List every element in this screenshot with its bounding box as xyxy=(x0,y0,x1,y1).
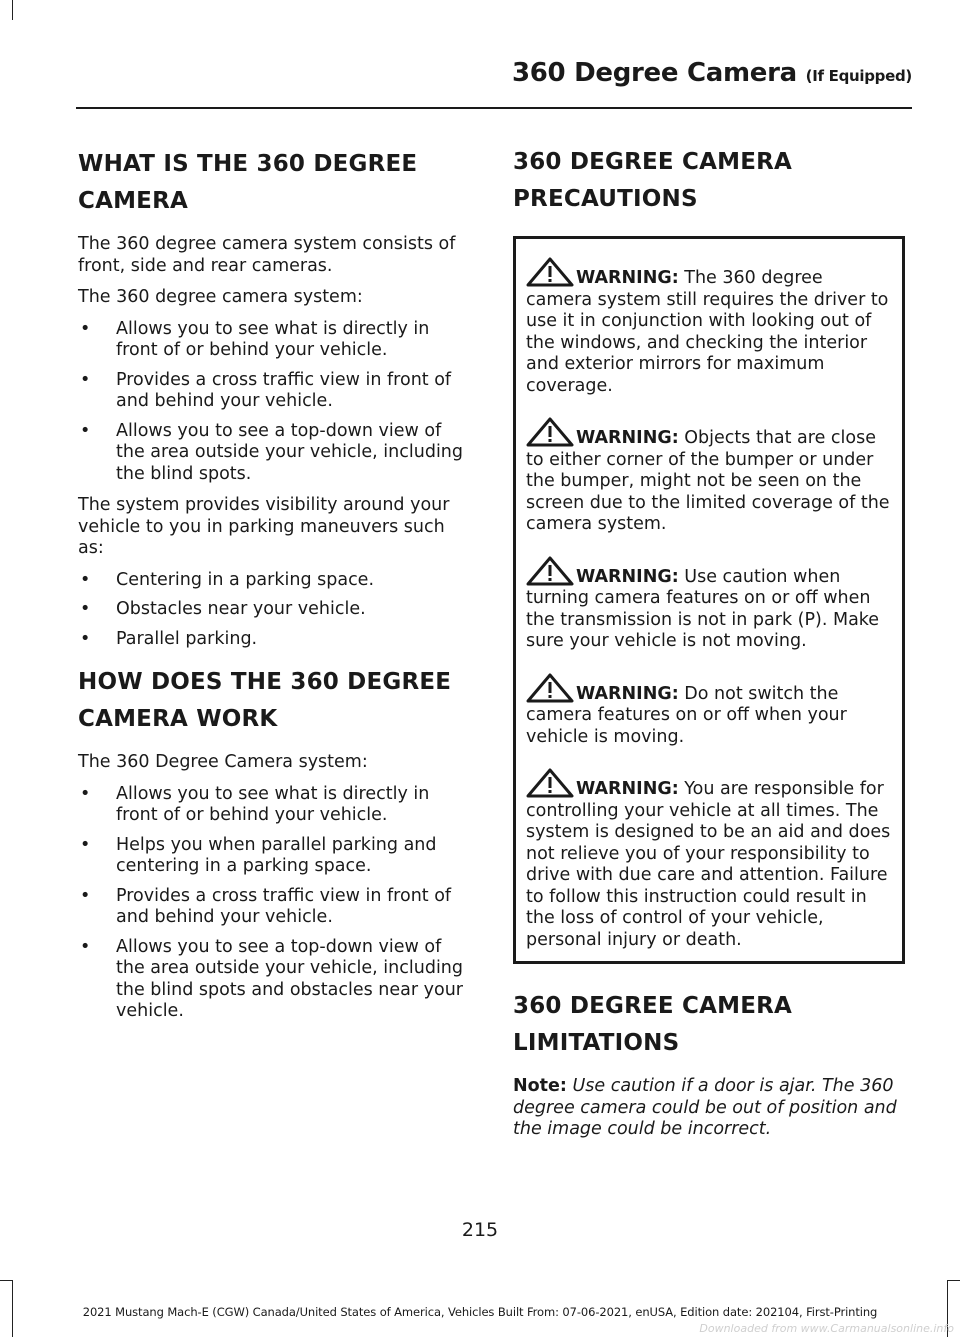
warning-triangle-icon xyxy=(526,768,574,798)
page-header-title xyxy=(512,58,912,88)
warning-label: WARNING: xyxy=(576,683,679,704)
intro-paragraph: The 360 degree camera system consists of front, side and rear cameras. xyxy=(78,234,456,276)
crop-mark-bottom-left-h xyxy=(0,1280,12,1281)
bullet: • xyxy=(80,628,91,649)
bullet: • xyxy=(80,420,91,441)
list-item: • Helps you when parallel parking and centering in a parking space. xyxy=(80,834,437,876)
how-list xyxy=(78,784,474,1023)
section-heading-precautions: 360 DEGREE CAMERA PRECAUTIONS xyxy=(513,149,793,212)
list-item: • Obstacles near your vehicle. xyxy=(80,599,366,619)
list-item: • Allows you to see what is directly in front of or behind your vehicle. xyxy=(80,318,430,360)
note-label: Note: xyxy=(513,1076,567,1096)
list-intro: The 360 degree camera system: xyxy=(78,287,363,307)
list-item: • Allows you to see a top-down view of the area outside your vehicle, including the blind spots. xyxy=(80,420,464,484)
list-item: • Parallel parking. xyxy=(80,628,258,649)
crop-mark-bottom-right-h xyxy=(948,1280,960,1281)
bullet: • xyxy=(80,885,91,906)
bullet: • xyxy=(80,834,91,855)
warning-item xyxy=(526,673,892,749)
note-paragraph xyxy=(513,1076,905,1141)
warning-triangle-icon xyxy=(526,257,574,287)
list-item: • Allows you to see what is directly in front of or behind your vehicle. xyxy=(80,783,430,825)
warning-label: WARNING: xyxy=(576,268,679,288)
section-heading-how-does: HOW DOES THE 360 DEGREE CAMERA WORK xyxy=(78,669,452,732)
warning-item xyxy=(526,257,892,397)
list-item: • Provides a cross traffic view in front of and behind your vehicle. xyxy=(80,369,452,411)
warning-text: Do not switch the camera features on or off when your vehicle is moving. xyxy=(526,683,847,747)
warning-item xyxy=(526,417,892,536)
watermark: Downloaded from www.Carmanualsonline.info xyxy=(699,1322,954,1335)
warning-triangle-icon xyxy=(526,417,574,447)
warning-triangle-icon xyxy=(526,673,574,703)
bullet: • xyxy=(80,936,91,957)
warning-item xyxy=(526,768,892,951)
warning-text: The 360 degree camera system still requires the driver to use it in conjunction with looking out of the windows, and checking the interior and exterior mirrors for maximum coverage. xyxy=(526,268,889,396)
parking-list xyxy=(78,570,474,651)
bullet: • xyxy=(80,783,91,804)
warning-label: WARNING: xyxy=(576,779,679,799)
section-heading-limitations: 360 DEGREE CAMERA LIMITATIONS xyxy=(513,993,793,1056)
crop-mark-top-left xyxy=(12,0,13,20)
right-column xyxy=(513,130,905,1151)
bullet: • xyxy=(80,318,91,339)
list-item: • Provides a cross traffic view in front of and behind your vehicle. xyxy=(80,885,452,927)
header-rule xyxy=(76,107,912,109)
warning-box xyxy=(513,236,905,964)
warning-label: WARNING: xyxy=(576,428,679,448)
bullet: • xyxy=(80,569,91,590)
visibility-paragraph: The system provides visibility around your vehicle to you in parking maneuvers such as: xyxy=(78,495,450,558)
warning-text: You are responsible for controlling your vehicle at all times. The system is designed to be an aid and does not relieve you of your responsibility to drive with due care and attention. Failure to follow this instruction could result in the loss of control of your vehicle, personal injury or death. xyxy=(526,779,891,950)
warning-label: WARNING: xyxy=(576,566,679,587)
list-item: • Allows you to see a top-down view of the area outside your vehicle, including the blind spots and obstacles near your vehicle. xyxy=(80,936,464,1021)
warning-text: Use caution when turning camera features on or off when the transmission is not in park (P). Make sure your vehicle is not moving. xyxy=(526,566,880,651)
warning-item xyxy=(526,556,892,653)
warning-text: Objects that are close to either corner of the bumper or under the bumper, might not be seen on the screen due to the limited coverage of the camera system. xyxy=(526,428,890,534)
section-heading-what-is: WHAT IS THE 360 DEGREE CAMERA xyxy=(78,151,418,214)
list-intro: The 360 Degree Camera system: xyxy=(78,752,368,772)
page-number: 215 xyxy=(461,1219,499,1241)
header-title-suffix: (If Equipped) xyxy=(805,67,912,85)
bullet: • xyxy=(80,369,91,390)
list-item: • Centering in a parking space. xyxy=(80,569,375,590)
note-text: Use caution if a door is ajar. The 360 degree camera could be out of position and the image could be incorrect. xyxy=(513,1076,897,1139)
header-title-text: 360 Degree Camera xyxy=(511,58,797,88)
bullet: • xyxy=(80,599,91,619)
footer-text: 2021 Mustang Mach-E (CGW) Canada/United States of America, Vehicles Built From: 07-06-2021, enUSA, Edition date: 202104, First-Printing xyxy=(82,1305,878,1319)
warning-triangle-icon xyxy=(526,556,574,586)
feature-list xyxy=(78,319,474,486)
left-column xyxy=(78,130,474,1033)
